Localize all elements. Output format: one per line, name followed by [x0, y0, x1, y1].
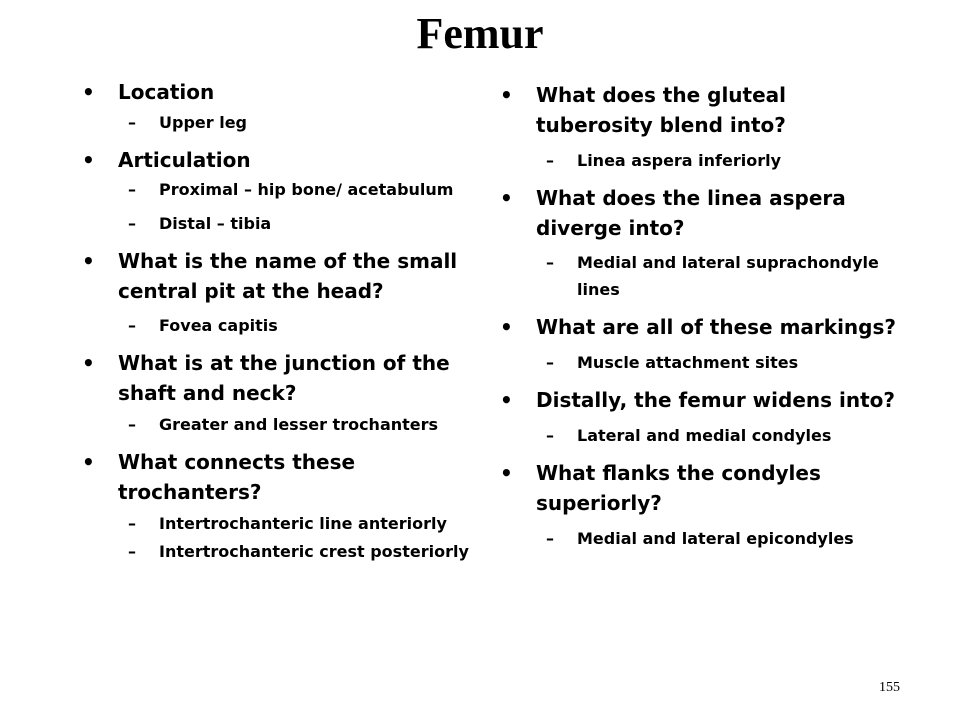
answer-text: Lateral and medial condyles [577, 426, 832, 445]
answer-text: Medial and lateral epicondyles [577, 529, 854, 548]
bullet-icon: • [82, 450, 95, 474]
sub-item [500, 525, 900, 552]
sub-item [82, 179, 472, 201]
answer-text: Upper leg [159, 113, 247, 132]
dash-icon: – [546, 253, 554, 272]
dash-icon: – [128, 316, 136, 335]
dash-icon: – [128, 113, 136, 132]
answer-text: Greater and lesser trochanters [159, 415, 439, 434]
left-column [82, 77, 472, 563]
question-text: What is the name of the small central pit at the head? [118, 249, 458, 303]
bullet-icon: • [500, 461, 513, 485]
question-text: Location [118, 80, 215, 104]
dash-icon: – [128, 214, 136, 233]
answer-text: Intertrochanteric crest posteriorly [159, 542, 469, 561]
bullet-icon: • [82, 351, 95, 375]
answer-text: Muscle attachment sites [577, 353, 799, 372]
dash-icon: – [546, 426, 554, 445]
question-text: Distally, the femur widens into? [536, 388, 895, 412]
answer-text: Medial and lateral suprachondyle lines [577, 253, 879, 299]
bullet-icon: • [82, 80, 95, 104]
dash-icon: – [128, 180, 136, 199]
right-column [500, 80, 900, 552]
list-item [500, 385, 900, 415]
bullet-icon: • [500, 388, 513, 412]
sub-item [500, 422, 900, 449]
question-text: What is at the junction of the shaft and neck? [118, 351, 450, 405]
dash-icon: – [128, 415, 136, 434]
question-text: Articulation [118, 148, 251, 172]
dash-icon: – [546, 529, 554, 548]
list-item [500, 183, 900, 243]
list-item [82, 348, 472, 408]
sub-item [82, 411, 472, 438]
slide-title: Femur [416, 9, 544, 58]
bullet-icon: • [82, 148, 95, 172]
dash-icon: – [128, 542, 136, 561]
list-item [82, 246, 472, 306]
question-text: What are all of these markings? [536, 315, 896, 339]
sub-item [82, 109, 472, 136]
sub-item [500, 249, 900, 303]
list-item [500, 80, 900, 140]
sub-item [500, 147, 900, 174]
list-item [82, 145, 472, 175]
question-text: What connects these trochanters? [118, 450, 356, 504]
list-item [82, 447, 472, 507]
bullet-icon: • [500, 315, 513, 339]
page-number: 155 [879, 680, 900, 695]
question-text: What flanks the condyles superiorly? [536, 461, 821, 515]
list-item [82, 77, 472, 107]
answer-text: Intertrochanteric line anteriorly [159, 514, 447, 533]
question-text: What does the gluteal tuberosity blend into? [536, 83, 787, 137]
bullet-icon: • [82, 249, 95, 273]
answer-text: Linea aspera inferiorly [577, 151, 782, 170]
list-item [500, 312, 900, 342]
sub-item [82, 541, 472, 563]
list-item [500, 458, 900, 518]
answer-text: Distal – tibia [159, 214, 272, 233]
sub-item [500, 349, 900, 376]
dash-icon: – [128, 514, 136, 533]
dash-icon: – [546, 353, 554, 372]
question-text: What does the linea aspera diverge into? [536, 186, 846, 240]
answer-text: Fovea capitis [159, 316, 278, 335]
sub-item [82, 210, 472, 237]
dash-icon: – [546, 151, 554, 170]
bullet-icon: • [500, 83, 513, 107]
bullet-icon: • [500, 186, 513, 210]
sub-item [82, 312, 472, 339]
answer-text: Proximal – hip bone/ acetabulum [159, 180, 454, 199]
sub-item [82, 513, 472, 535]
